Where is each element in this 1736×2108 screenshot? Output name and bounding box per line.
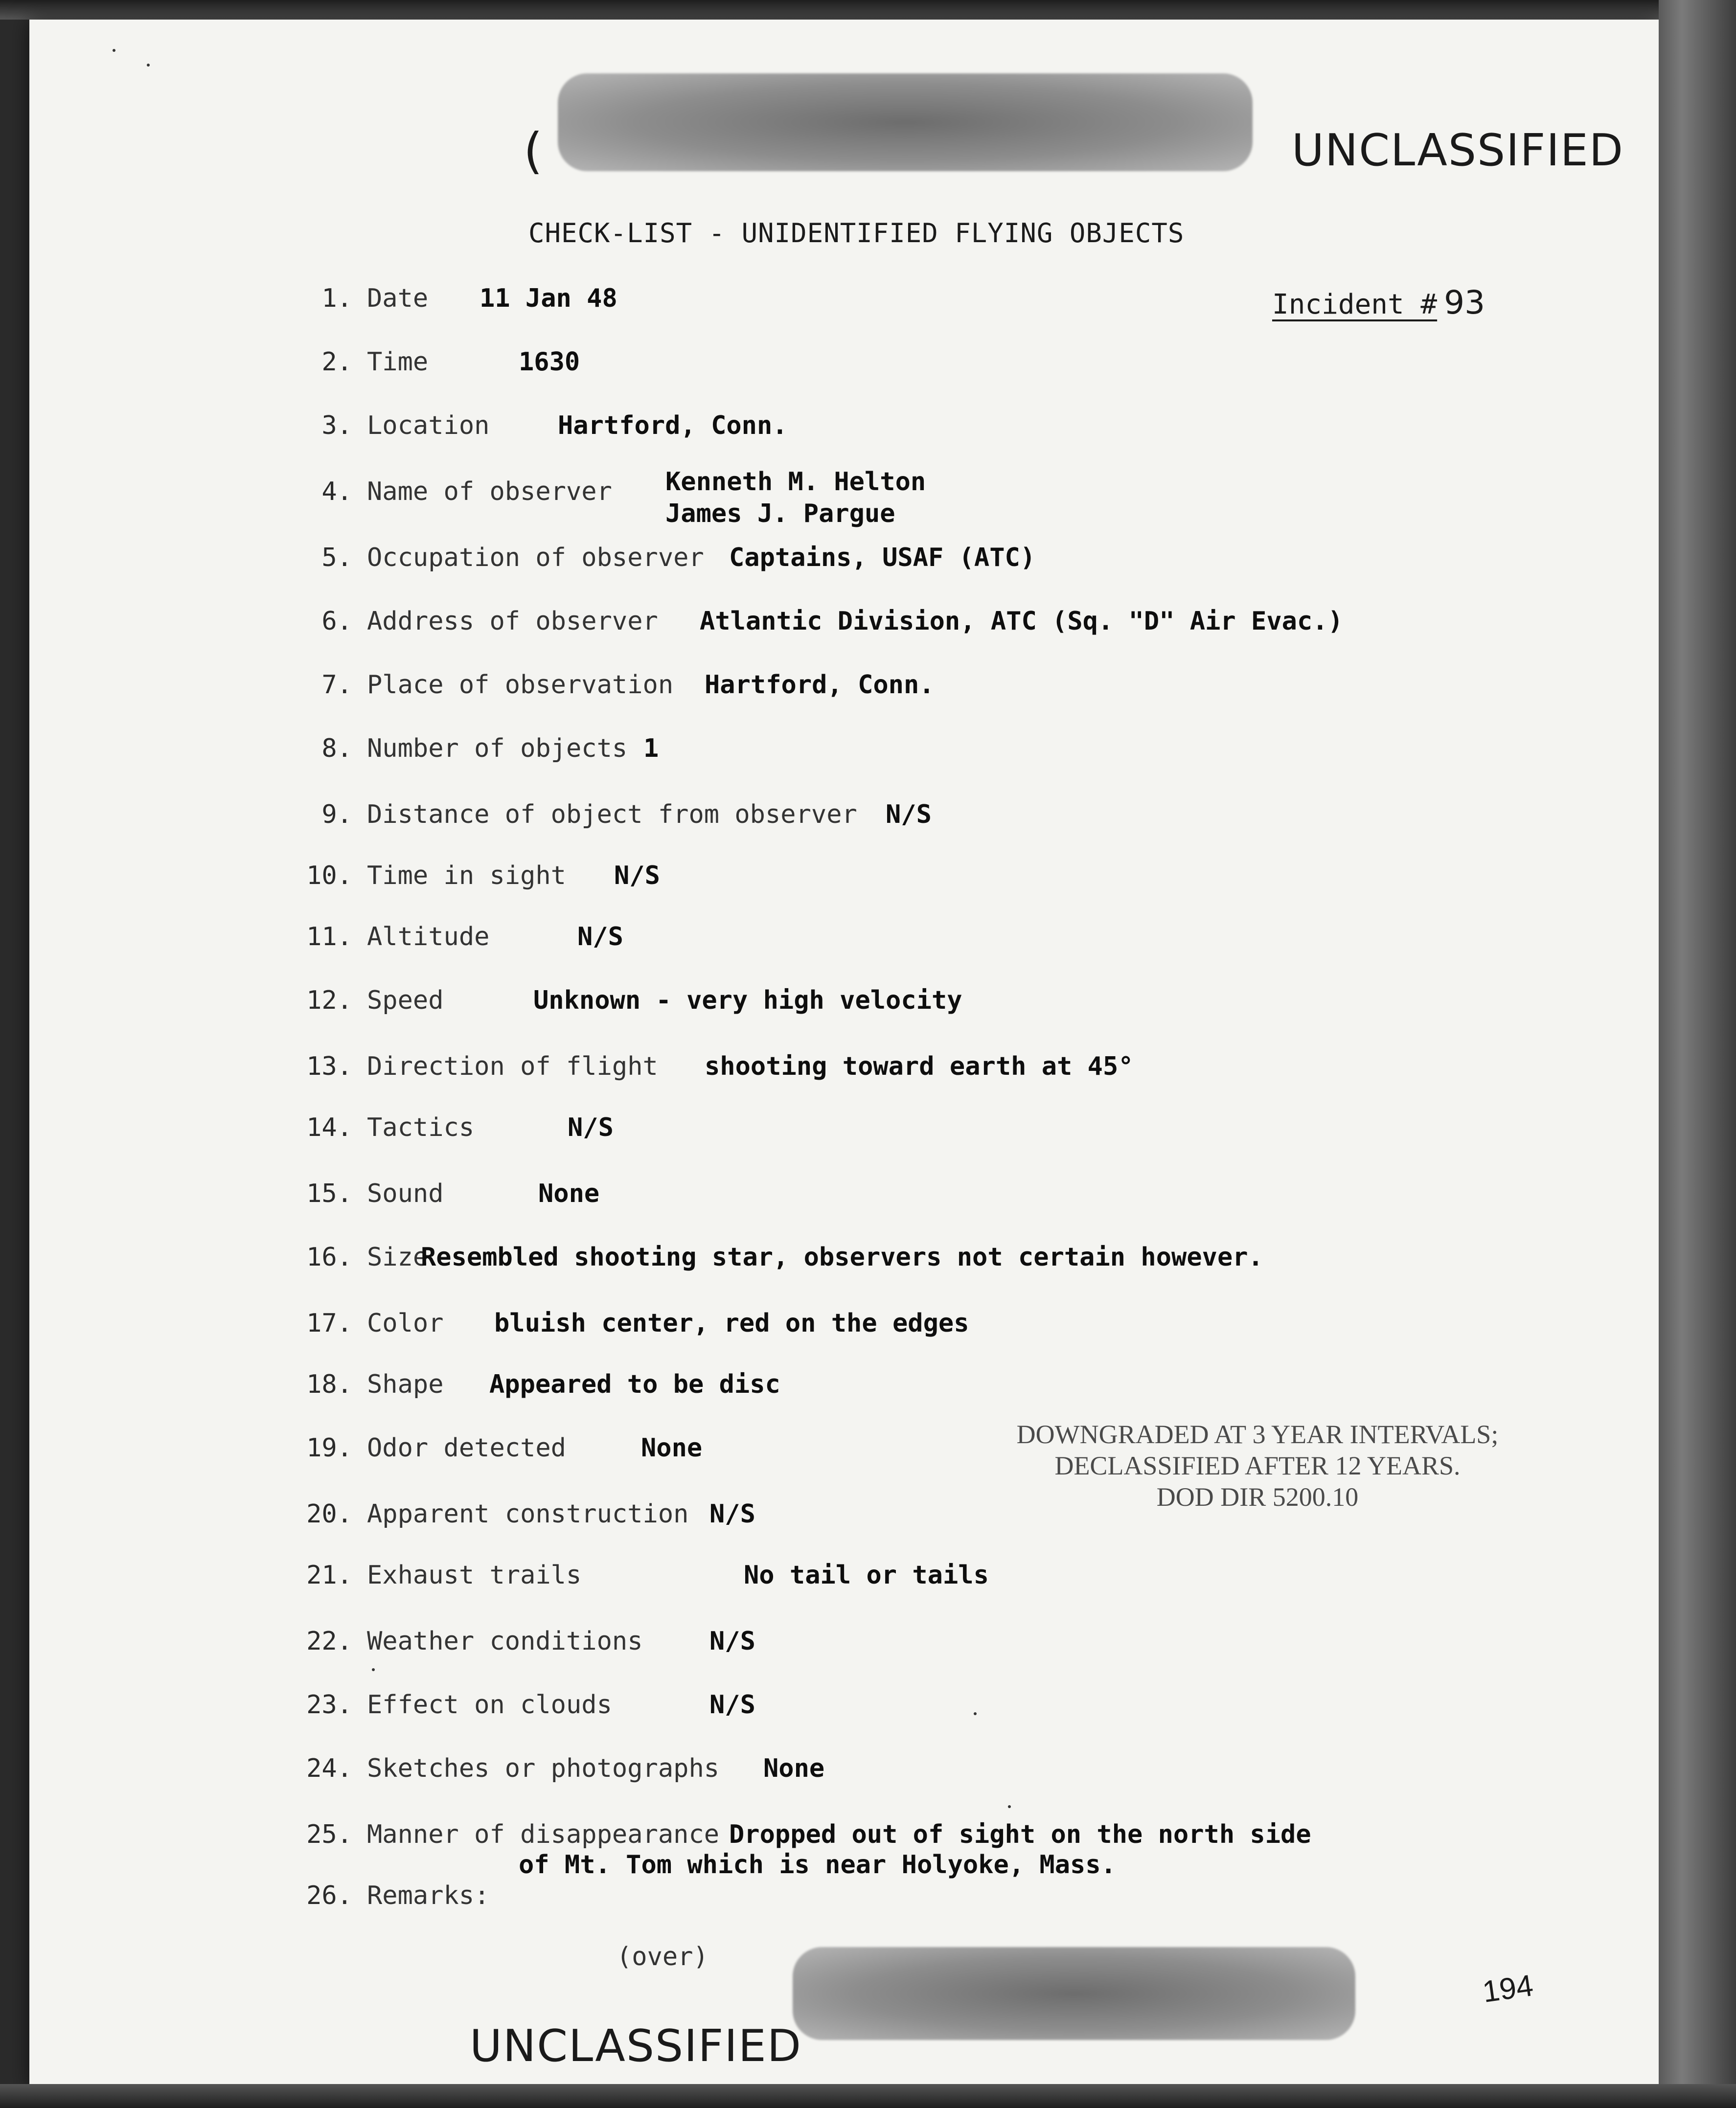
item-label: Remarks: [367,1881,490,1910]
incident-label: Incident # [1272,289,1438,320]
item-value: None [538,1179,600,1208]
item-value: 1630 [519,347,580,377]
checklist-item-13 [274,1052,1595,1091]
item-label: Sound [367,1179,444,1208]
downgrade-line-3: DOD DIR 5200.10 [1156,1482,1359,1512]
item-number: 19. [306,1433,352,1463]
downgrade-line-2: DECLASSIFIED AFTER 12 YEARS. [1054,1451,1461,1480]
item-label: Tactics [367,1113,475,1142]
item-number: 2. [321,347,352,377]
page-number: 194 [1480,1969,1535,2009]
item-number: 8. [321,734,352,763]
item-number: 24. [306,1754,352,1783]
item-value: Dropped out of sight on the north side [729,1820,1311,1849]
item-label: Apparent construction [367,1499,689,1529]
item-value: N/S [709,1690,755,1720]
item-label: Manner of disappearance [367,1820,720,1849]
item-label: Location [367,411,490,440]
item-value: Unknown - very high velocity [533,986,962,1015]
item-value: N/S [709,1499,755,1529]
item-number: 18. [306,1370,352,1399]
checklist-item-16 [274,1243,1595,1282]
item-number: 9. [321,800,352,829]
redaction-bottom [793,1947,1355,2040]
checklist-item-1 [274,284,1595,323]
document-page: ( UNCLASSIFIED CHECK-LIST - UNIDENTIFIED FLYING OBJECTS Incident # 93 1. Date 11 Jan 48 2. Time 1630 3. Location Hartford, Conn. 4. Name of observer Kenneth M. Helton James J. Pargue 5. Occupation of observer Captains, USAF (ATC) 6. Address of observer Atlantic Division, ATC (Sq. "D" Air Evac.) 7. Place of observation Hartford, Conn. 8. Number of objects 1 9. Distance of object from observer N/S 10. Time in sight N/S 11. Altitude N/S 12. Speed Unknown - very high velocity 13. Direction of flight shooting toward earth at 45° 14. Tactics N/S 15. Sound None 16. Size Resembled shooting star, observers not certain however. 17. Color bluish center, red on the edges 18. Shape Appeared to be disc 19. Odor detected None 20. Apparent construction N/S 21. Exhaust trails No tail or tails 22. Weather conditions N/S 23. Effect on clouds N/S 24. Sketches or photographs None 25. Manner of disappearance Dropped out of sight on the north side of Mt. Tom which is near Holyoke, Mass. 26. Remarks: DOWNGRADED AT 3 YEAR INTERVALS; DECLASSIFIED AFTER 12 YEARS. DOD DIR 5200.10 (over) UNCLASSIFIED 194 [29,20,1659,2089]
item-label: Speed [367,986,444,1015]
item-label: Name of observer [367,477,612,506]
over-note: (over) [617,1942,708,1972]
item-value: Kenneth M. Helton [665,467,926,497]
checklist-item-10 [274,861,1595,900]
downgrade-line-1: DOWNGRADED AT 3 YEAR INTERVALS; [1016,1420,1499,1449]
item-value: Hartford, Conn. [558,411,788,440]
checklist-item-6 [274,607,1595,646]
item-number: 26. [306,1881,352,1910]
item-label: Direction of flight [367,1052,658,1081]
item-label: Place of observation [367,670,674,700]
item-number: 17. [306,1309,352,1338]
item-value: None [641,1433,703,1463]
checklist-item-25 [274,1820,1595,1880]
item-value: bluish center, red on the edges [494,1309,969,1338]
checklist-item-11 [274,922,1595,961]
item-label: Size [367,1243,429,1272]
checklist-item-5 [274,543,1595,582]
item-number: 15. [306,1179,352,1208]
item-value: N/S [614,861,660,890]
checklist-item-3 [274,411,1595,450]
item-number: 23. [306,1690,352,1720]
item-label: Odor detected [367,1433,566,1463]
item-number: 20. [306,1499,352,1529]
item-label: Effect on clouds [367,1690,612,1720]
item-number: 14. [306,1113,352,1142]
item-label: Address of observer [367,607,658,636]
item-value: No tail or tails [744,1561,989,1590]
item-value: N/S [568,1113,614,1142]
item-label: Time in sight [367,861,566,890]
item-number: 10. [306,861,352,890]
item-number: 16. [306,1243,352,1272]
item-number: 21. [306,1561,352,1590]
item-number: 13. [306,1052,352,1081]
checklist-item-14 [274,1113,1595,1152]
item-label: Color [367,1309,444,1338]
scan-edge-top [0,0,1736,20]
item-value-continued: of Mt. Tom which is near Holyoke, Mass. [519,1850,1116,1880]
checklist-item-26 [274,1881,1595,1920]
checklist-item-23 [274,1690,1595,1729]
checklist-item-17 [274,1309,1595,1348]
item-value: shooting toward earth at 45° [705,1052,1134,1081]
item-number: 12. [306,986,352,1015]
item-value-continued: James J. Pargue [665,499,895,528]
item-label: Weather conditions [367,1627,643,1656]
item-label: Time [367,347,429,377]
checklist-item-18 [274,1370,1595,1409]
item-number: 5. [321,543,352,572]
item-value: 1 [643,734,659,763]
item-label: Sketches or photographs [367,1754,720,1783]
classification-stamp-top: UNCLASSIFIED [1292,125,1624,176]
item-value: Resembled shooting star, observers not certain however. [421,1243,1263,1272]
classification-stamp-bottom: UNCLASSIFIED [470,2020,802,2072]
document-title: CHECK-LIST - UNIDENTIFIED FLYING OBJECTS [528,218,1185,249]
item-value: Hartford, Conn. [705,670,935,700]
item-value: Atlantic Division, ATC (Sq. "D" Air Evac.) [700,607,1343,636]
checklist-item-12 [274,986,1595,1025]
item-number: 22. [306,1627,352,1656]
item-number: 3. [321,411,352,440]
checklist-item-2 [274,347,1595,386]
item-value: Appeared to be disc [489,1370,780,1399]
checklist-item-4 [274,467,1595,528]
redaction-top [558,73,1253,171]
checklist-item-15 [274,1179,1595,1218]
item-number: 25. [306,1820,352,1849]
item-label: Shape [367,1370,444,1399]
item-label: Distance of object from observer [367,800,857,829]
item-number: 6. [321,607,352,636]
item-number: 7. [321,670,352,700]
item-value: N/S [709,1627,755,1656]
item-number: 4. [321,477,352,506]
checklist-item-9 [274,800,1595,839]
checklist-item-7 [274,670,1595,709]
checklist-item-21 [274,1561,1595,1600]
item-label: Date [367,284,429,313]
item-value: 11 Jan 48 [480,284,617,313]
downgrade-notice [935,1419,1580,1513]
item-label: Number of objects [367,734,628,763]
checklist-item-8 [274,734,1595,773]
item-value: None [763,1754,825,1783]
item-number: 1. [321,284,352,313]
scan-edge-bottom [0,2084,1736,2108]
item-value: Captains, USAF (ATC) [729,543,1036,572]
item-label: Exhaust trails [367,1561,582,1590]
item-label: Occupation of observer [367,543,704,572]
item-value: N/S [577,922,623,952]
checklist-item-22 [274,1627,1595,1666]
incident-value: 93 [1444,284,1485,321]
checklist-item-24 [274,1754,1595,1793]
item-number: 11. [306,922,352,952]
scan-edge-right [1659,0,1736,2108]
item-value: N/S [886,800,932,829]
item-label: Altitude [367,922,490,952]
